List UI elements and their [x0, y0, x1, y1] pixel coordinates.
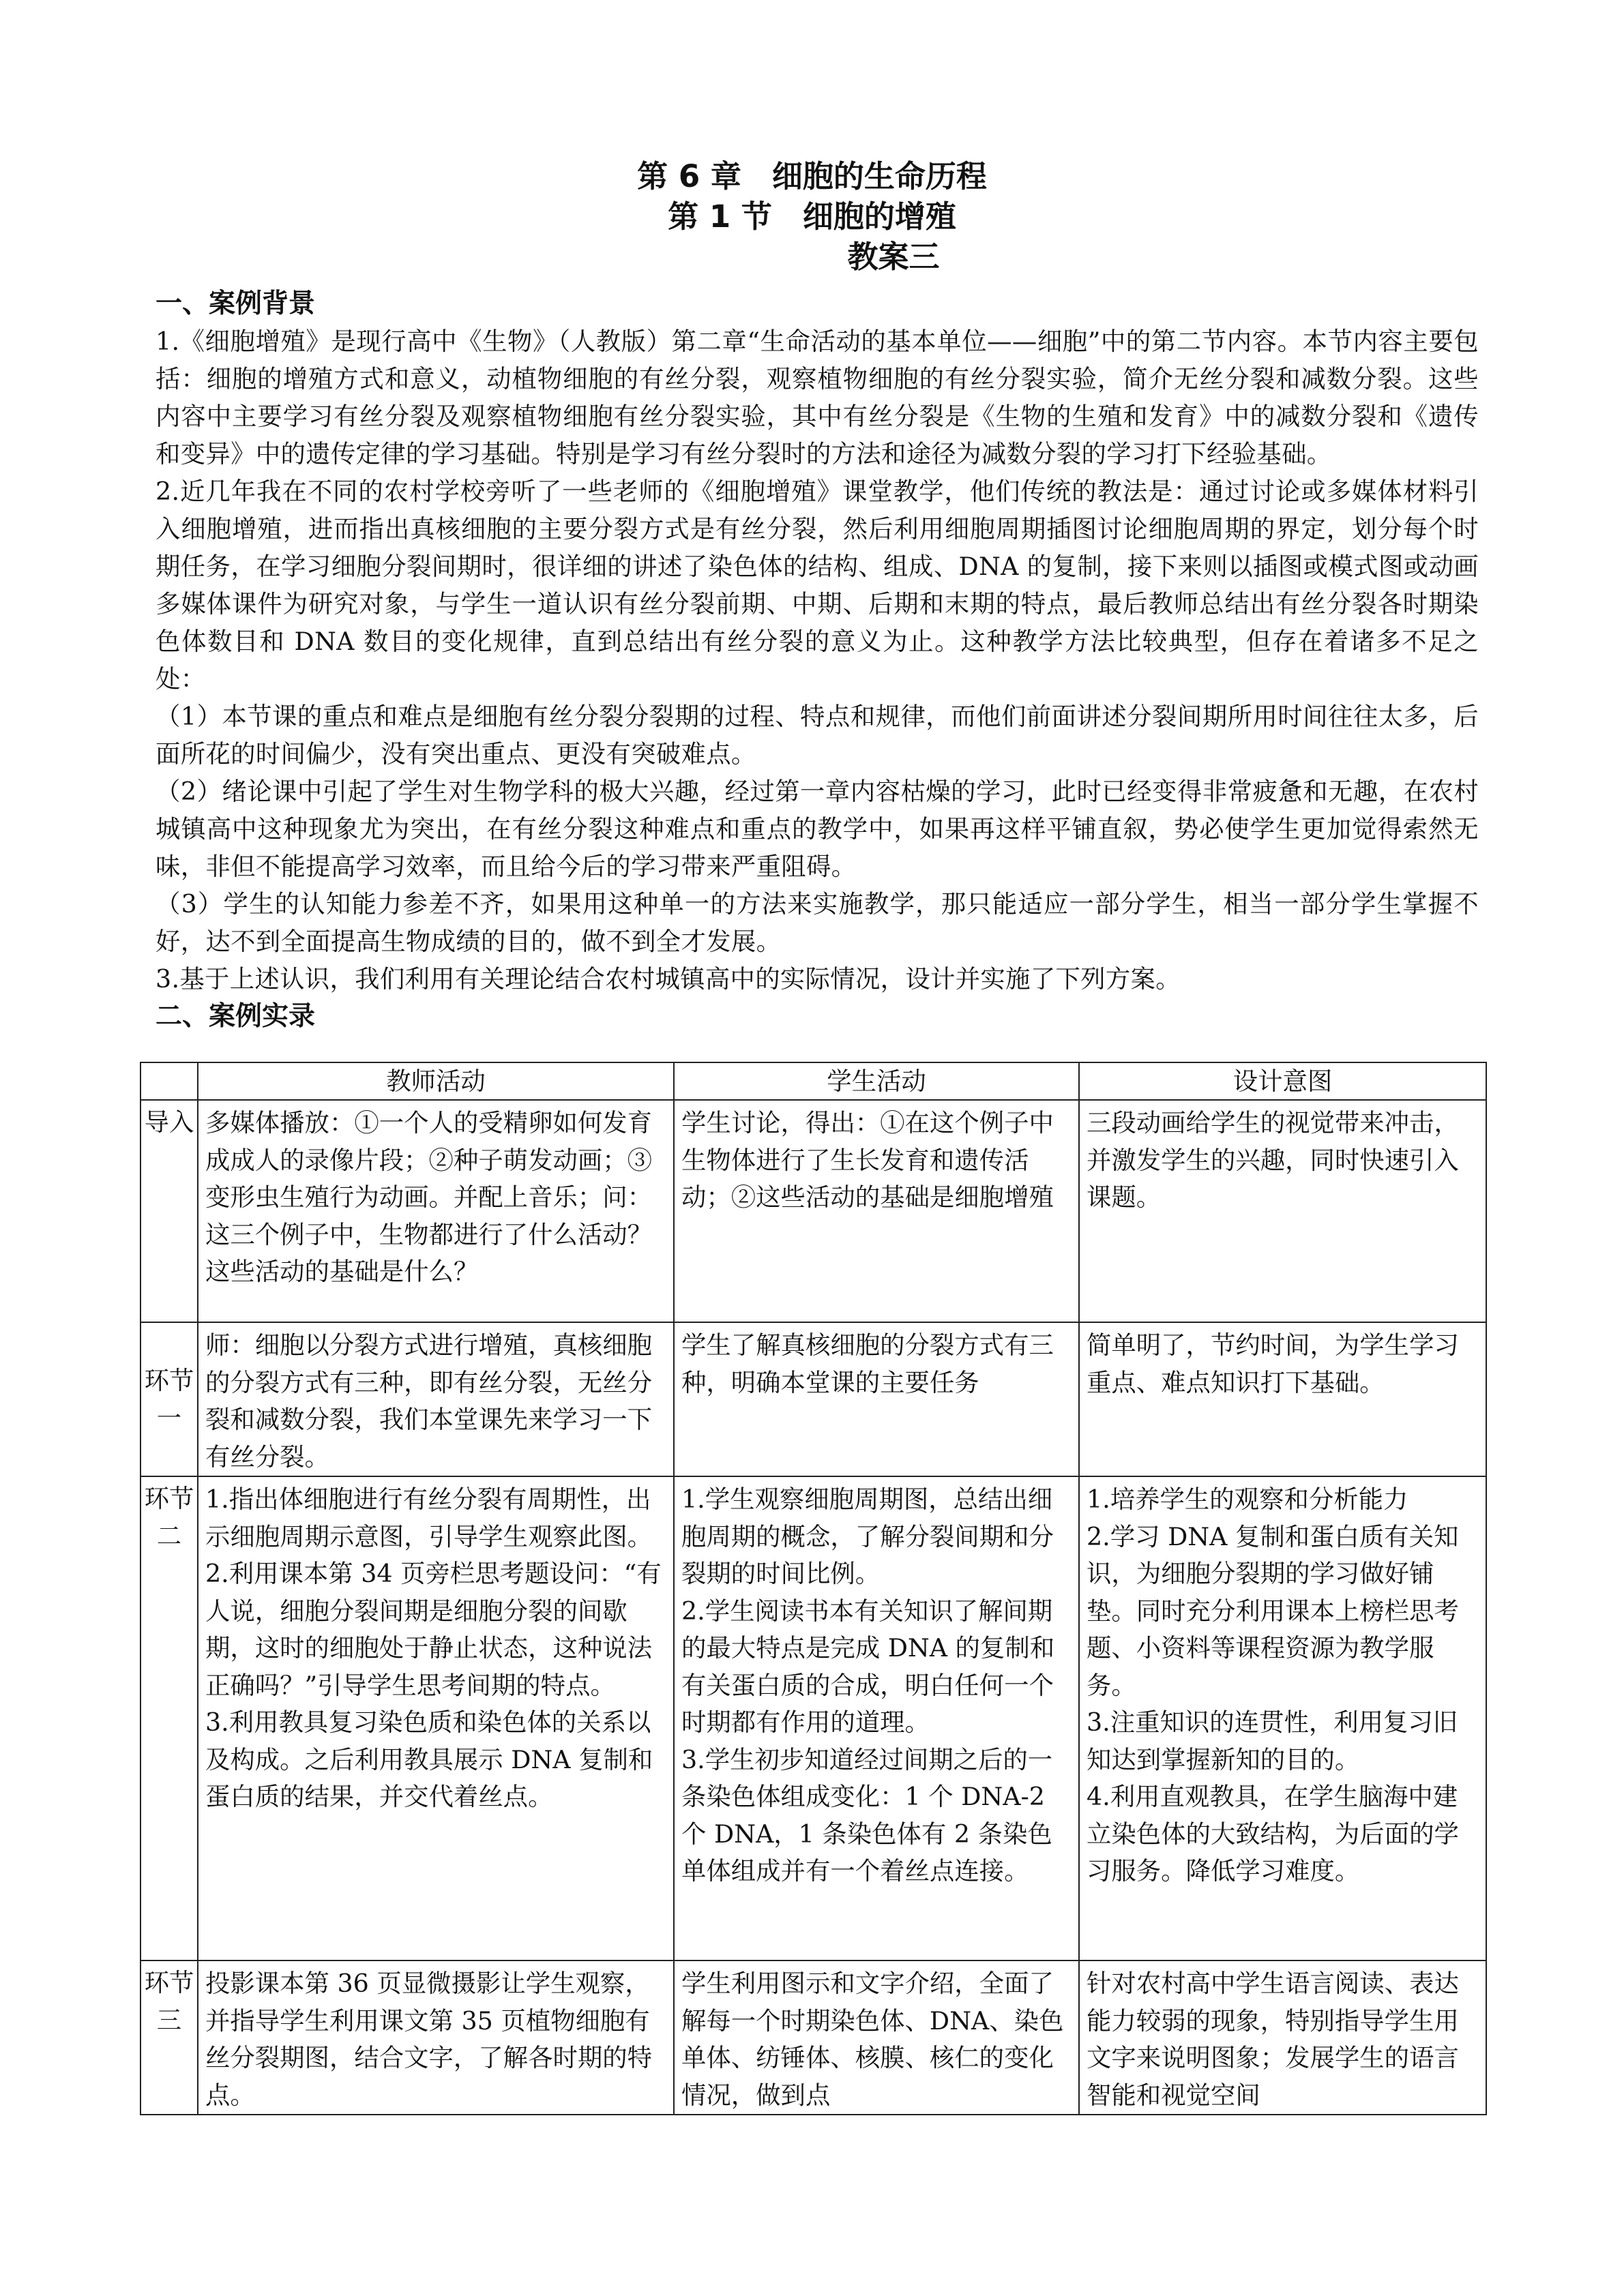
design-intent-text: 针对农村高中学生语言阅读、表达能力较弱的现象，特别指导学生用文字来说明图象；发展学生的语言智能和视觉空间 — [1087, 1969, 1459, 2110]
student-activity-cell — [674, 1960, 1079, 2115]
background-point-3: （3）学生的认知能力参差不齐，如果用这种单一的方法来实施教学，那只能适应一部分学生，相当一部分学生掌握不好，达不到全面提高生物成绩的目的，做不到全才发展。 — [156, 889, 1479, 956]
header-teacher-activity: 教师活动 — [198, 1062, 674, 1100]
teacher-activity-cell — [198, 1960, 674, 2115]
background-paragraph-2: 2.近几年我在不同的农村学校旁听了一些老师的《细胞增殖》课堂教学，他们传统的教法是：通过讨论或多媒体材料引入细胞增殖，进而指出真核细胞的主要分裂方式是有丝分裂，然后利用细胞周期插图讨论细胞周期的界定，划分每个时期任务，在学习细胞分裂间期时，很详细的讲述了染色体的结构、组成、DNA 的复制，接下来则以插图或模式图或动画多媒体课件为研究对象，与学生一道认识有丝分裂前期、中期、后期和末期的特点，最后教师总结出有丝分裂各时期染色体数目和 DNA 数目的变化规律，直到总结出有丝分裂的意义为止。这种教学方法比较典型，但存在着诸多不足之处： — [156, 477, 1479, 694]
teacher-activity-cell: 多媒体播放：①一个人的受精卵如何发育成成人的录像片段；②种子萌发动画；③变形虫生殖行为动画。并配上音乐；问：这三个例子中，生物都进行了什么活动？这些活动的基础是什么？ — [198, 1100, 674, 1322]
teacher-activity-item: 1.指出体细胞进行有丝分裂有周期性，出示细胞周期示意图，引导学生观察此图。 — [205, 1485, 653, 1551]
table-row — [141, 1960, 1486, 2115]
table-row — [141, 1476, 1486, 1960]
design-intent-item: 1.培养学生的观察和分析能力 — [1087, 1485, 1408, 1514]
table-header-row — [141, 1062, 1486, 1100]
stage-cell — [141, 1322, 198, 1476]
case-background — [156, 285, 1479, 1035]
student-activity-cell: 学生讨论，得出：①在这个例子中生物体进行了生长发育和遗传活动；②这些活动的基础是细胞增殖 — [674, 1100, 1079, 1322]
teacher-activity-item: 3.利用教具复习染色质和染色体的关系以及构成。之后利用教具展示 DNA 复制和蛋白质的结果，并交代着丝点。 — [205, 1708, 653, 1811]
student-activity-text: 学生利用图示和文字介绍，全面了解每一个时期染色体、DNA、染色单体、纺锤体、核膜、核仁的变化情况，做到点 — [681, 1969, 1064, 2110]
stage-label: 导入 — [144, 1107, 194, 1137]
stage-label: 环节一 — [144, 1366, 194, 1433]
design-intent-cell: 简单明了，节约时间，为学生学习重点、难点知识打下基础。 — [1079, 1322, 1486, 1476]
student-activity-item: 1.学生观察细胞周期图，总结出细胞周期的概念，了解分裂间期和分裂期的时间比例。 — [681, 1485, 1054, 1588]
background-paragraph-1: 1.《细胞增殖》是现行高中《生物》（人教版）第二章“生命活动的基本单位——细胞”中的第二节内容。本节内容主要包括：细胞的增殖方式和意义，动植物细胞的有丝分裂，观察植物细胞的有丝分裂实验，简介无丝分裂和减数分裂。这些内容中主要学习有丝分裂及观察植物细胞有丝分裂实验，其中有丝分裂是《生物的生殖和发育》中的减数分裂和《遗传和变异》中的遗传定律的学习基础。特别是学习有丝分裂时的方法和途径为减数分裂的学习打下经验基础。 — [156, 327, 1479, 468]
stage-cell — [141, 1960, 198, 2115]
design-intent-cell — [1079, 1476, 1486, 1960]
design-intent-item: 3.注重知识的连贯性，利用复习旧知达到掌握新知的目的。 — [1087, 1708, 1458, 1774]
background-point-1: （1）本节课的重点和难点是细胞有丝分裂分裂期的过程、特点和规律，而他们前面讲述分裂间期所用时间往往太多，后面所花的时间偏少，没有突出重点、更没有突破难点。 — [156, 702, 1479, 769]
table-row — [141, 1322, 1486, 1476]
stage-cell — [141, 1100, 198, 1322]
case-record-table — [140, 1062, 1487, 2115]
design-intent-item: 4.利用直观教具，在学生脑海中建立染色体的大致结构，为后面的学习服务。降低学习难度。 — [1087, 1782, 1459, 1885]
section-title: 第 1 节 细胞的增殖 — [668, 198, 956, 235]
background-heading: 一、案例背景 — [156, 288, 316, 319]
teacher-activity-cell: 师：细胞以分裂方式进行增殖，真核细胞的分裂方式有三种，即有丝分裂，无丝分裂和减数分裂，我们本堂课先来学习一下有丝分裂。 — [198, 1322, 674, 1476]
design-intent-cell — [1079, 1960, 1486, 2115]
record-heading: 二、案例实录 — [156, 1001, 316, 1032]
header-student-activity: 学生活动 — [674, 1062, 1079, 1100]
plan-title: 教案三 — [847, 239, 940, 275]
teacher-activity-cell — [198, 1476, 674, 1960]
background-point-2: （2）绪论课中引起了学生对生物学科的极大兴趣，经过第一章内容枯燥的学习，此时已经变得非常疲惫和无趣，在农村城镇高中这种现象尤为突出，在有丝分裂这种难点和重点的教学中，如果再这样平铺直叙，势必使学生更加觉得索然无味，非但不能提高学习效率，而且给今后的学习带来严重阻碍。 — [156, 777, 1479, 881]
header-stage — [141, 1062, 198, 1100]
table-row — [141, 1100, 1486, 1322]
student-activity-cell — [674, 1476, 1079, 1960]
student-activity-item: 2.学生阅读书本有关知识了解间期的最大特点是完成 DNA 的复制和有关蛋白质的合成，明白任何一个时期都有作用的道理。 — [681, 1596, 1055, 1737]
stage-label: 环节二 — [144, 1484, 194, 1551]
student-activity-cell: 学生了解真核细胞的分裂方式有三种，明确本堂课的主要任务 — [674, 1322, 1079, 1476]
background-paragraph-3: 3.基于上述认识，我们利用有关理论结合农村城镇高中的实际情况，设计并实施了下列方案。 — [156, 964, 1181, 994]
design-intent-cell: 三段动画给学生的视觉带来冲击，并激发学生的兴趣，同时快速引入课题。 — [1079, 1100, 1486, 1322]
stage-label: 环节三 — [144, 1968, 194, 2035]
chapter-title: 第 6 章 细胞的生命历程 — [637, 158, 987, 194]
teacher-activity-text: 投影课本第 36 页显微摄影让学生观察，并指导学生利用课文第 35 页植物细胞有丝分裂期图，结合文字，了解各时期的特点。 — [205, 1969, 653, 2110]
design-intent-item: 2.学习 DNA 复制和蛋白质有关知识，为细胞分裂期的学习做好铺垫。同时充分利用课本上榜栏思考题、小资料等课程资源为教学服务。 — [1087, 1521, 1459, 1700]
stage-cell — [141, 1476, 198, 1960]
student-activity-item: 3.学生初步知道经过间期之后的一条染色体组成变化：1 个 DNA-2 个 DNA，1 条染色体有 2 条染色单体组成并有一个着丝点连接。 — [681, 1744, 1053, 1885]
teacher-activity-item: 2.利用课本第 34 页旁栏思考题设问：“有人说，细胞分裂间期是细胞分裂的间歇期，这时的细胞处于静止状态，这种说法正确吗？”引导学生思考间期的特点。 — [205, 1559, 662, 1700]
header-design-intent: 设计意图 — [1079, 1062, 1486, 1100]
